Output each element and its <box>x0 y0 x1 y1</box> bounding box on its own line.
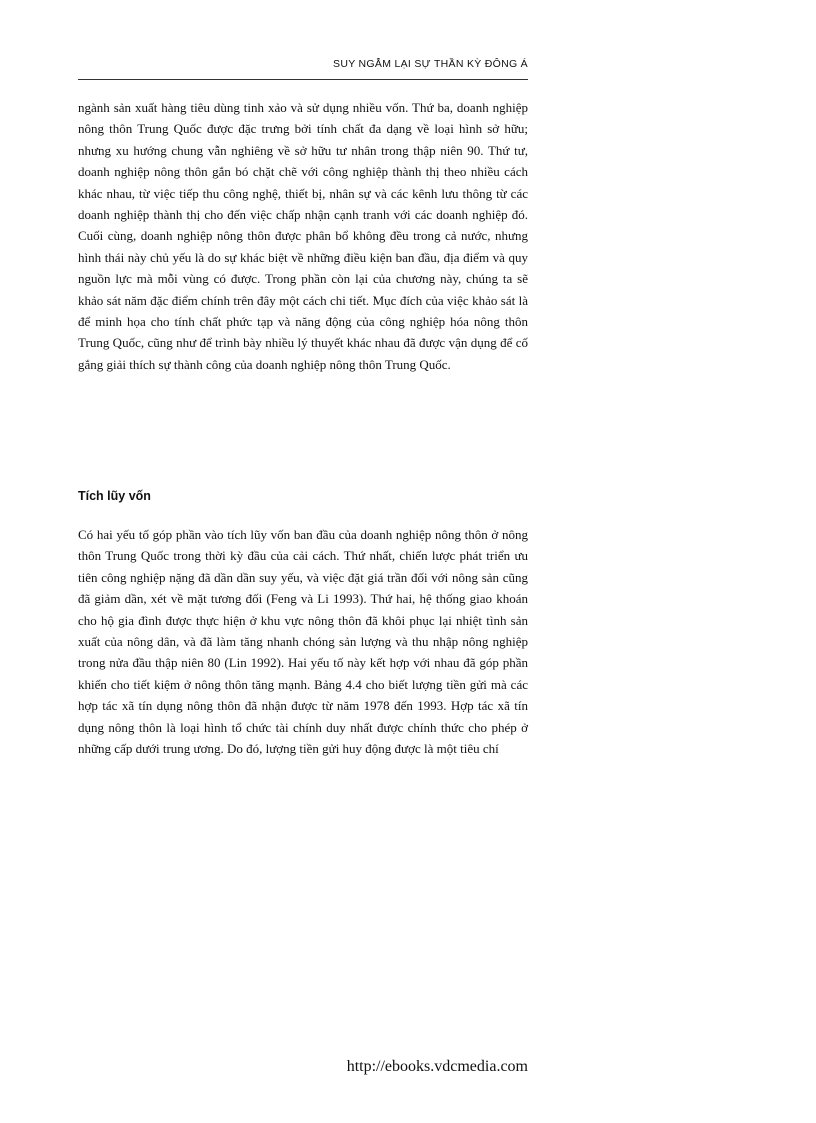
header-rule <box>78 79 528 80</box>
section-heading: Tích lũy vốn <box>78 489 151 503</box>
footer-url-link[interactable]: http://ebooks.vdcmedia.com <box>346 1058 528 1075</box>
body-paragraph-2: Có hai yếu tố góp phần vào tích lũy vốn ban đầu của doanh nghiệp nông thôn ở nông thôn Trung Quốc trong thời kỳ đầu của cải cách. Thứ nhất, chiến lược phát triển ưu tiên công nghiệp nặng đã dần dần suy yếu, và việc đặt giá trần đối với nông sản cũng đã giảm dần, xét về mặt tương đối (Feng và Li 1993). Thứ hai, hệ thống giao khoán cho hộ gia đình được thực hiện ở khu vực nông thôn đã khôi phục lại nhiệt tình sản xuất của nông dân, và đã làm tăng nhanh chóng sản lượng và thu nhập nông nghiệp trong nửa đầu thập niên 80 (Lin 1992). Hai yếu tố này kết hợp với nhau đã góp phần khiến cho tiết kiệm ở nông thôn tăng mạnh. Bảng 4.4 cho biết lượng tiền gửi mà các hợp tác xã tín dụng nông thôn đã nhận được từ năm 1978 đến 1993. Hợp tác xã tín dụng nông thôn là loại hình tổ chức tài chính duy nhất được chính thức cho phép ở những cấp dưới trung ương. Do đó, lượng tiền gửi huy động được là một tiêu chí <box>78 527 528 757</box>
body-paragraph-1: ngành sản xuất hàng tiêu dùng tinh xảo và sử dụng nhiều vốn. Thứ ba, doanh nghiệp nông thôn Trung Quốc được đặc trưng bởi tính chất đa dạng về loại hình sở hữu; nhưng xu hướng chung vẫn nghiêng về sở hữu tư nhân trong thập niên 90. Thứ tư, doanh nghiệp nông thôn gắn bó chặt chẽ với công nghiệp thành thị theo nhiều cách khác nhau, từ việc tiếp thu công nghệ, thiết bị, nhân sự và các kênh lưu thông từ các doanh nghiệp thành thị cho đến việc chấp nhận cạnh tranh với các doanh nghiệp đó. Cuối cùng, doanh nghiệp nông thôn được phân bổ không đều trong cả nước, nhưng hình thái này chủ yếu là do sự khác biệt về những điều kiện ban đầu, địa điểm và quy nguồn lực mà mỗi vùng có được. Trong phần còn lại của chương này, chúng ta sẽ khảo sát năm đặc điểm chính trên đây một cách chi tiết. Mục đích của việc khảo sát là để minh họa cho tính chất phức tạp và năng động của công nghiệp hóa nông thôn Trung Quốc, cũng như để trình bày nhiều lý thuyết khác nhau đã được vận dụng để cố gắng giải thích sự thành công của doanh nghiệp nông thôn Trung Quốc. <box>78 100 528 372</box>
running-header-title: SUY NGẪM LẠI SỰ THẦN KỲ ĐÔNG Á <box>333 58 528 70</box>
